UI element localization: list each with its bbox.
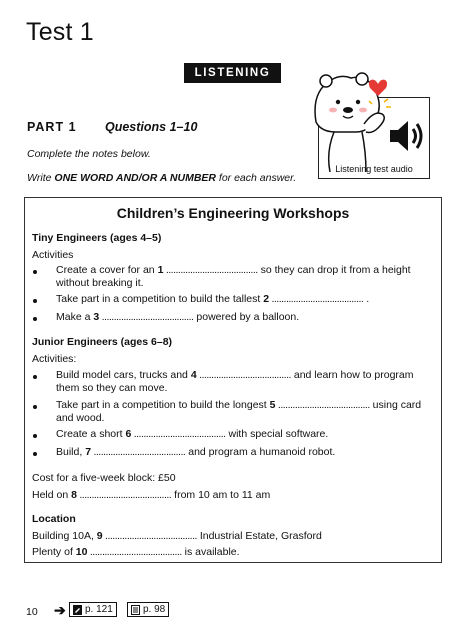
- bullet-icon: [33, 452, 37, 456]
- instruction-word-limit: Write ONE WORD AND/OR A NUMBER for each answer.: [27, 172, 297, 184]
- answer-key-reference[interactable]: p. 121: [69, 602, 117, 617]
- bullet-icon: [33, 375, 37, 379]
- bullet-icon: [33, 405, 37, 409]
- answer-blank-3[interactable]: ......................................: [99, 311, 194, 323]
- question-10-item: Plenty of 10 ...................................... is available.: [32, 546, 240, 558]
- answer-blank-10[interactable]: ......................................: [87, 546, 182, 558]
- part-label: PART 1: [27, 120, 77, 134]
- edit-icon: [73, 605, 82, 615]
- tiny-activities-label: Activities: [32, 249, 74, 261]
- junior-activities-label: Activities:: [32, 353, 77, 365]
- answer-blank-9[interactable]: ......................................: [102, 530, 197, 542]
- answer-blank-2[interactable]: ......................................: [269, 293, 364, 305]
- audio-caption: Listening test audio: [335, 164, 413, 174]
- transcript-reference[interactable]: p. 98: [127, 602, 169, 617]
- answer-blank-8[interactable]: ......................................: [76, 489, 172, 501]
- bullet-icon: [33, 270, 37, 274]
- page-title: Test 1: [26, 18, 94, 46]
- instruction-complete: Complete the notes below.: [27, 148, 151, 160]
- question-9-item: Building 10A, 9 ...................................... Industrial Estate, Grasford: [32, 530, 322, 542]
- bullet-icon: [33, 299, 37, 303]
- answer-blank-5[interactable]: ......................................: [275, 399, 370, 411]
- answer-blank-4[interactable]: ......................................: [196, 369, 291, 381]
- question-1-item: Create a cover for an 1 ...................................... so they can drop it from a height without breaking it.: [56, 264, 411, 289]
- word-limit-emphasis: ONE WORD AND/OR A NUMBER: [54, 172, 216, 184]
- bullet-icon: [33, 434, 37, 438]
- question-8-item: Held on 8 ...................................... from 10 am to 11 am: [32, 489, 271, 501]
- question-6-item: Create a short 6 ...................................... with special software.: [56, 428, 329, 440]
- question-3-item: Make a 3 ...................................... powered by a balloon.: [56, 311, 300, 323]
- bullet-icon: [33, 317, 37, 321]
- question-4-item: Build model cars, trucks and 4 ...................................... and learn how to program them so they can move.: [56, 369, 414, 394]
- section-banner: LISTENING: [184, 63, 281, 83]
- arrow-right-icon: ➔: [54, 602, 66, 618]
- question-2-item: Take part in a competition to build the tallest 2 ...................................... .: [56, 293, 370, 305]
- question-5-item: Take part in a competition to build the longest 5 ...................................... using card and wood.: [56, 399, 422, 424]
- answer-blank-1[interactable]: ......................................: [163, 264, 258, 276]
- document-icon: [131, 605, 140, 615]
- bear-mascot-icon: [296, 62, 396, 172]
- cost-line: Cost for a five-week block: £50: [32, 472, 176, 484]
- tiny-engineers-heading: Tiny Engineers (ages 4–5): [32, 232, 162, 244]
- notes-title: Children’s Engineering Workshops: [116, 205, 350, 221]
- junior-engineers-heading: Junior Engineers (ages 6–8): [32, 336, 173, 348]
- speaker-icon[interactable]: [386, 116, 426, 156]
- location-heading: Location: [32, 513, 76, 525]
- answer-blank-7[interactable]: ......................................: [91, 446, 186, 458]
- questions-range: Questions 1–10: [105, 120, 198, 134]
- question-7-item: Build, 7 ...................................... and program a humanoid robot.: [56, 446, 336, 458]
- page-number: 10: [26, 606, 38, 618]
- answer-blank-6[interactable]: ......................................: [131, 428, 226, 440]
